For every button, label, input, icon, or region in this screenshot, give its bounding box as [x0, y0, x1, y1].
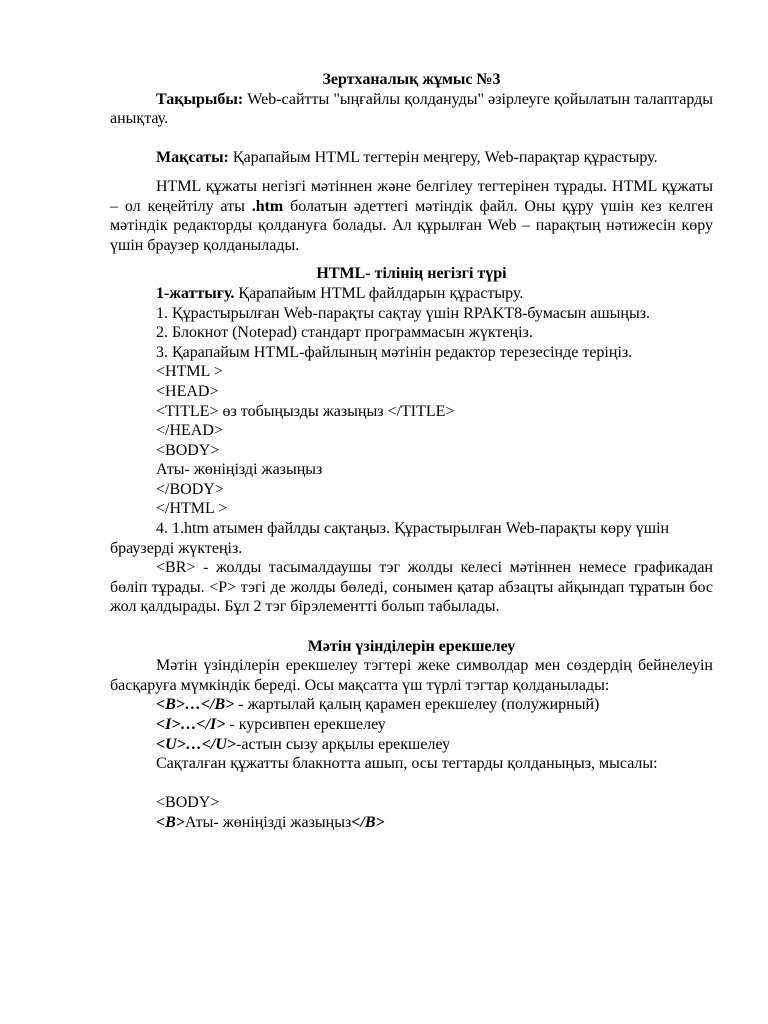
document-page [110, 70, 713, 833]
example-bold-line [110, 813, 713, 833]
spacer [110, 129, 713, 149]
htm-extension: .htm [251, 197, 284, 215]
topic-paragraph [110, 90, 713, 129]
br-tag-note: <BR> - жолды тасымалдаушы тэг жолды келесі мәтіннен немесе графикадан бөліп тұрады. <P> тэгі де жолды бөледі, сонымен қатар абзацты айқындап тұратын бос жол қалдырады. Бұл 2 тэг бірэлементті болып табылады. [110, 559, 713, 616]
goal-paragraph [110, 148, 713, 168]
step-1: 1. Құрастырылған Web-парақты сақтау үшін RPAKT8-бумасын ашыңыз. [156, 304, 651, 322]
spacer [110, 255, 713, 264]
topic-text: Web-сайтты "ыңғайлы қолдануды" әзірлеуге қойылатын талаптарды анықтау. [110, 90, 713, 128]
intro-paragraph [110, 177, 713, 255]
save-instruction: Сақталған құжатты блакнотта ашып, осы тегтарды қолданыңыз, мысалы: [156, 755, 658, 773]
exercise-label: 1-жаттығу. [156, 284, 235, 302]
tag-code: <B>…</B> [156, 696, 235, 714]
exercise-text: Қарапайым HTML файлдарын құрастыру. [234, 284, 524, 302]
tag-description: - курсивпен ерекшелеу [225, 716, 386, 733]
tag-description: -астын сызу арқылы ерекшелеу [236, 735, 451, 753]
example-body-tag: <BODY> [156, 794, 220, 812]
example-close-tag: </B> [351, 813, 385, 831]
tag-code: <I>…</I> [156, 716, 226, 733]
section2-heading: Мәтін үзінділерін ерекшелеу [307, 637, 516, 655]
goal-text: Қарапайым HTML тегтерін меңгеру, Web-парақтар құрастыру. [228, 149, 658, 167]
tag-item-italic [110, 715, 713, 735]
intro-text-part1: HTML құжаты негізгі мәтіннен және белгілеу тегтерінен тұрады. HTML құжаты – ол кеңейтілу аты [110, 177, 713, 215]
step-2: 2. Блокнот (Notepad) стандарт программасын жүктеңіз. [156, 324, 533, 342]
tag-item-bold [110, 695, 713, 715]
code-line: Аты- жөніңізді жазыңыз [156, 461, 323, 479]
goal-label: Мақсаты: [156, 149, 229, 167]
code-line: </HTML > [156, 500, 228, 518]
tag-code: <U>…</U> [156, 735, 237, 753]
section1-heading: HTML- тілінің негізгі түрі [316, 265, 507, 283]
code-line: <BODY> [156, 441, 220, 459]
example-text: Аты- жөніңізді жазыңыз [184, 813, 352, 831]
code-line: <TITLE> өз тобыңызды жазыңыз </TITLE> [156, 402, 455, 420]
code-line: <HEAD> [156, 382, 219, 400]
code-line: </BODY> [156, 480, 224, 498]
intro-text-part2: болатын әдеттегі мәтіндік файл. Оны құру үшін кез келген мәтіндік редакторды қолдануға болады. Ал құрылған Web – парақтың нәтижесін көру үшін браузер қолданылады. [110, 197, 714, 254]
section2-intro: Мәтін үзінділерін ерекшелеу тэгтері жеке символдар мен сөздердің бейнелеуін басқаруға мүмкіндік береді. Осы мақсатта үш түрлі тэгтар қолданылады: [110, 657, 713, 694]
spacer [110, 774, 713, 794]
document-title: Зертханалық жұмыс №3 [322, 71, 501, 88]
spacer [110, 168, 713, 177]
exercise-paragraph [110, 284, 713, 304]
step-3: 3. Қарапайым HTML-файлының мәтінін редактор терезесінде теріңіз. [156, 343, 633, 361]
tag-description: - жартылай қалың қарамен ерекшелеу (полужирный) [234, 696, 600, 714]
tag-item-underline [110, 735, 713, 755]
topic-label: Тақырыбы: [156, 90, 244, 108]
code-listing [110, 362, 713, 519]
spacer [110, 617, 713, 637]
code-line: </HEAD> [156, 422, 223, 440]
code-line: <HTML > [156, 363, 223, 381]
step-4: 4. 1.htm атымен файлды сақтаңыз. Құрастырылған Web-парақты көру үшін браузерді жүктеңіз. [110, 520, 670, 557]
example-open-tag: <B> [156, 813, 185, 831]
